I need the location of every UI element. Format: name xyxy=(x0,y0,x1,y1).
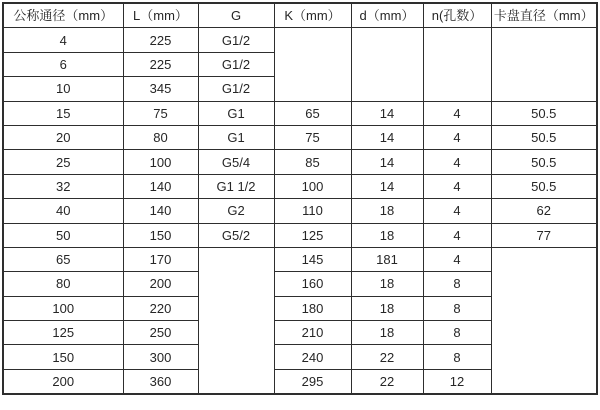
column-header-1: L（mm） xyxy=(123,3,198,28)
table-cell: 10 xyxy=(3,77,123,101)
table-cell: 4 xyxy=(423,101,491,125)
table-cell: 181 xyxy=(351,247,423,271)
table-cell: 14 xyxy=(351,125,423,149)
table-cell: 125 xyxy=(3,321,123,345)
table-cell: 4 xyxy=(423,125,491,149)
table-row xyxy=(3,125,597,149)
table-cell: 22 xyxy=(351,369,423,394)
table-cell: 110 xyxy=(274,199,351,223)
table-row xyxy=(3,223,597,247)
table-cell xyxy=(423,28,491,101)
table-cell xyxy=(491,247,597,394)
table-cell: 8 xyxy=(423,296,491,320)
table-cell: 50.5 xyxy=(491,150,597,174)
table-cell: 77 xyxy=(491,223,597,247)
column-header-4: d（mm） xyxy=(351,3,423,28)
table-cell: G1 xyxy=(198,125,274,149)
table-cell: 18 xyxy=(351,199,423,223)
table-cell: 80 xyxy=(3,272,123,296)
table-cell: 300 xyxy=(123,345,198,369)
table-cell: 4 xyxy=(423,174,491,198)
table-cell: 100 xyxy=(123,150,198,174)
table-cell: G1/2 xyxy=(198,52,274,76)
table-cell: 75 xyxy=(123,101,198,125)
table-cell: 180 xyxy=(274,296,351,320)
table-cell: 4 xyxy=(423,199,491,223)
table-cell xyxy=(491,28,597,101)
table-head xyxy=(3,3,597,28)
table-cell: 225 xyxy=(123,52,198,76)
table-cell: 360 xyxy=(123,369,198,394)
table-cell: 40 xyxy=(3,199,123,223)
table-cell: 50.5 xyxy=(491,174,597,198)
table-cell: 140 xyxy=(123,174,198,198)
table-cell: 12 xyxy=(423,369,491,394)
table-body xyxy=(3,28,597,394)
table-cell: G5/2 xyxy=(198,223,274,247)
table-row xyxy=(3,199,597,223)
table-cell: 8 xyxy=(423,272,491,296)
table-cell: 8 xyxy=(423,321,491,345)
table-cell: 18 xyxy=(351,296,423,320)
table-cell: 22 xyxy=(351,345,423,369)
table-cell: 4 xyxy=(423,223,491,247)
header-row xyxy=(3,3,597,28)
table-cell: 14 xyxy=(351,150,423,174)
table-cell: 65 xyxy=(274,101,351,125)
table-cell: 150 xyxy=(123,223,198,247)
table-row xyxy=(3,247,597,271)
table-cell: 85 xyxy=(274,150,351,174)
table-cell: 75 xyxy=(274,125,351,149)
table-cell: 100 xyxy=(274,174,351,198)
table-cell: 50 xyxy=(3,223,123,247)
table-cell: 32 xyxy=(3,174,123,198)
table-cell: 15 xyxy=(3,101,123,125)
table-cell: 150 xyxy=(3,345,123,369)
table-cell: 4 xyxy=(423,150,491,174)
table-row xyxy=(3,150,597,174)
table-cell: 18 xyxy=(351,223,423,247)
table-cell: 125 xyxy=(274,223,351,247)
table-row xyxy=(3,28,597,52)
table-cell: 240 xyxy=(274,345,351,369)
table-cell: 200 xyxy=(3,369,123,394)
table-cell: 20 xyxy=(3,125,123,149)
table-cell: 65 xyxy=(3,247,123,271)
table-cell xyxy=(274,28,351,101)
table-cell: 250 xyxy=(123,321,198,345)
table-cell: 14 xyxy=(351,101,423,125)
table-cell: 160 xyxy=(274,272,351,296)
spec-table xyxy=(2,2,598,395)
column-header-3: K（mm） xyxy=(274,3,351,28)
table-cell: 140 xyxy=(123,199,198,223)
table-cell: 4 xyxy=(423,247,491,271)
column-header-6: 卡盘直径（mm） xyxy=(491,3,597,28)
table-cell: 8 xyxy=(423,345,491,369)
table-cell: G2 xyxy=(198,199,274,223)
table-cell: 14 xyxy=(351,174,423,198)
table-cell: 200 xyxy=(123,272,198,296)
table-row xyxy=(3,174,597,198)
table-cell: 6 xyxy=(3,52,123,76)
table-cell: 62 xyxy=(491,199,597,223)
table-cell: 18 xyxy=(351,272,423,296)
table-cell: 225 xyxy=(123,28,198,52)
table-cell: G1 1/2 xyxy=(198,174,274,198)
table-cell: G1/2 xyxy=(198,77,274,101)
table-cell: 4 xyxy=(3,28,123,52)
table-cell xyxy=(351,28,423,101)
table-cell: 210 xyxy=(274,321,351,345)
column-header-2: G xyxy=(198,3,274,28)
table-cell: 50.5 xyxy=(491,101,597,125)
table-cell: 50.5 xyxy=(491,125,597,149)
table-cell: G5/4 xyxy=(198,150,274,174)
table-row xyxy=(3,101,597,125)
table-cell xyxy=(198,247,274,394)
table-cell: G1 xyxy=(198,101,274,125)
column-header-0: 公称通径（mm） xyxy=(3,3,123,28)
table-cell: 170 xyxy=(123,247,198,271)
table-cell: 25 xyxy=(3,150,123,174)
table-cell: 295 xyxy=(274,369,351,394)
table-cell: 18 xyxy=(351,321,423,345)
column-header-5: n(孔数） xyxy=(423,3,491,28)
table-cell: G1/2 xyxy=(198,28,274,52)
table-cell: 145 xyxy=(274,247,351,271)
table-cell: 220 xyxy=(123,296,198,320)
table-cell: 80 xyxy=(123,125,198,149)
table-cell: 345 xyxy=(123,77,198,101)
table-cell: 100 xyxy=(3,296,123,320)
